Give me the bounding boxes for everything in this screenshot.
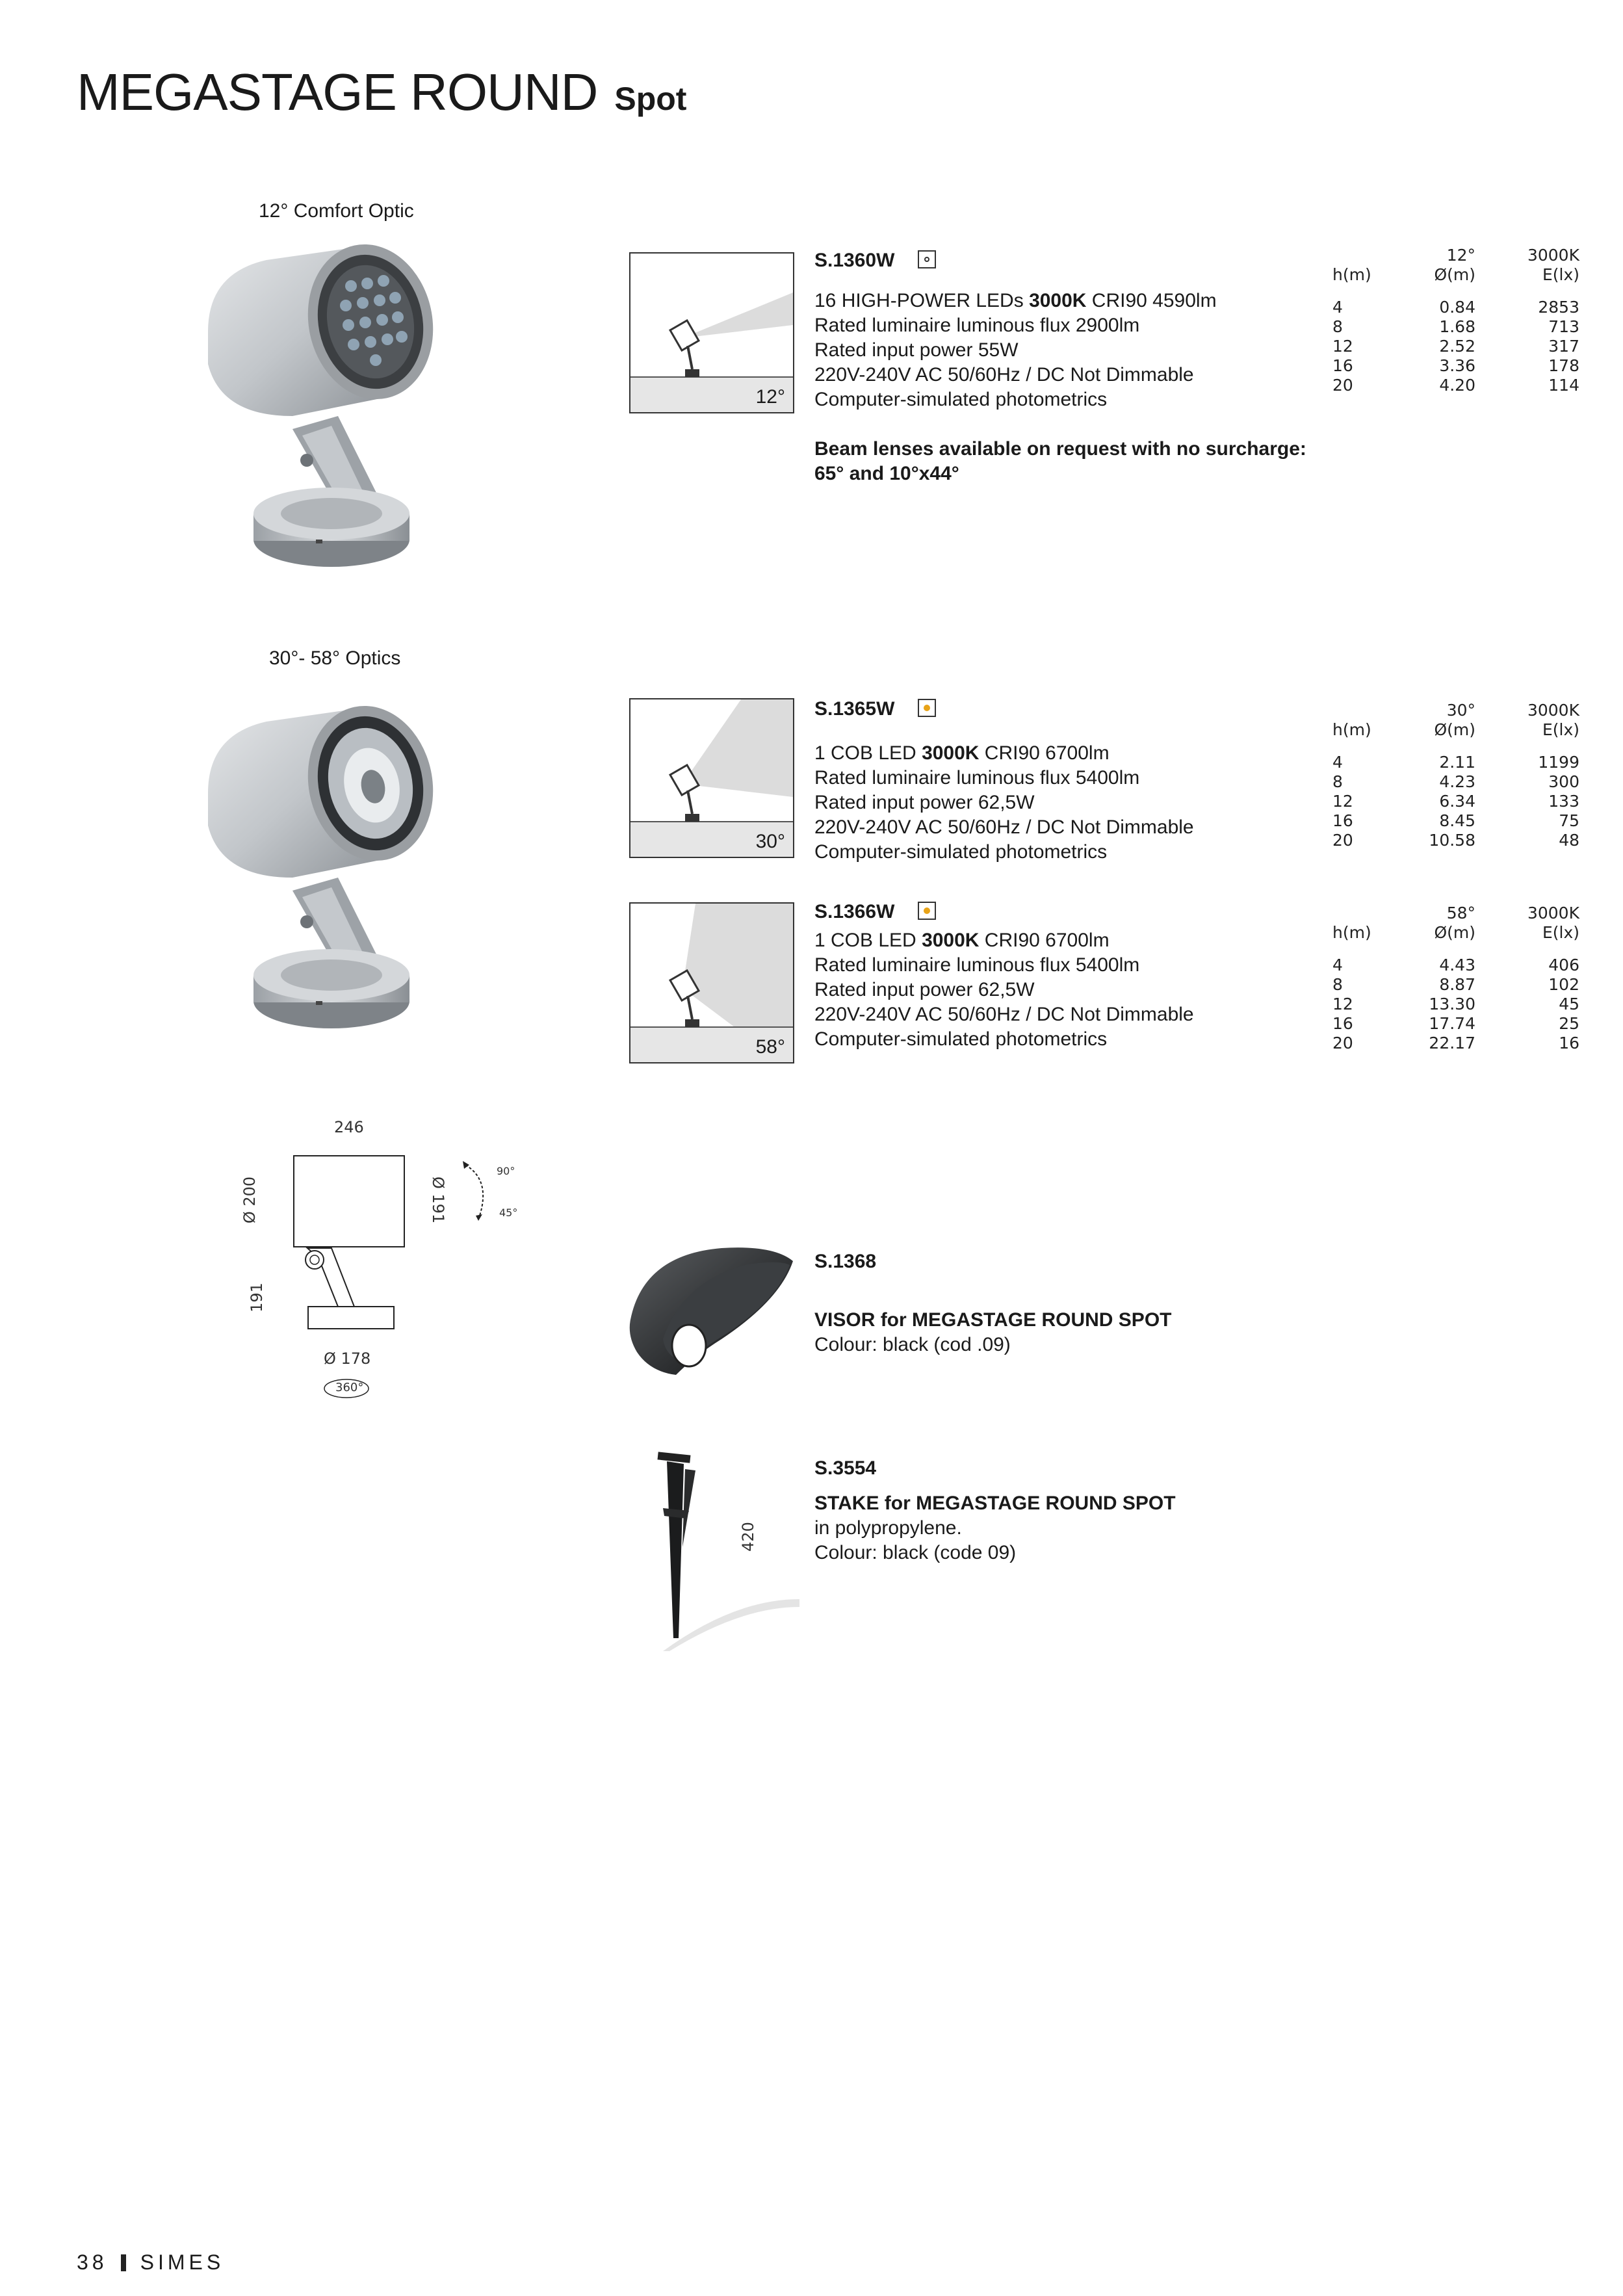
footer-separator [121, 2254, 126, 2271]
table-row: 4 4.43 406 [1332, 956, 1579, 974]
stake-image [643, 1443, 806, 1651]
page-title [77, 62, 686, 122]
comfort-optic-caption: 12° Comfort Optic [259, 200, 414, 222]
luminaire-12-image [195, 234, 455, 611]
photometric-table-s1365w: 30° 3000K h(m) Ø(m) E(lx) 4 2.11 1199 8 4.23 300 12 6.34 133 16 8.45 75 20 10.58 48 [1332, 701, 1579, 850]
product-code-s1366w: S.1366W [814, 901, 936, 923]
beam-lens-note: Beam lenses available on request with no surcharge: 65° and 10°x44° [814, 438, 1306, 484]
stake-length: 420 [738, 1522, 757, 1552]
stake-code: S.3554 [814, 1457, 877, 1479]
table-row: 8 8.87 102 [1332, 975, 1579, 994]
beam-angle-label: 30° [755, 831, 785, 852]
product-code-s1360w: S.1360W [814, 250, 936, 272]
brand-name: SIMES [140, 2250, 225, 2274]
dim-height: 191 [247, 1283, 266, 1312]
optics-caption: 30°- 58° Optics [269, 647, 401, 669]
beam-angle-label: 12° [755, 386, 785, 408]
photometric-diagram-12 [629, 252, 794, 413]
page-title-main: MEGASTAGE ROUND [77, 63, 598, 121]
product-specs-s1365w: 1 COB LED 3000K CRI90 6700lm Rated luminaire luminous flux 5400lm Rated input power 62,5W 220V-240V AC 50/60Hz / DC Not Dimmable Computer-simulated photometrics [814, 742, 1194, 863]
dim-body-diameter: Ø 200 [240, 1176, 259, 1224]
product-specs-s1366w: 1 COB LED 3000K CRI90 6700lm Rated luminaire luminous flux 5400lm Rated input power 62,5W 220V-240V AC 50/60Hz / DC Not Dimmable Computer-simulated photometrics [814, 930, 1194, 1050]
table-row: 16 17.74 25 [1332, 1014, 1579, 1033]
visor-image [624, 1242, 799, 1378]
dim-tilt-bottom: 45° [499, 1207, 518, 1219]
visor-code: S.1368 [814, 1251, 877, 1272]
product-code-s1365w: S.1365W [814, 698, 936, 720]
dim-tilt-top: 90° [497, 1165, 515, 1177]
table-row: 8 1.68 713 [1332, 317, 1579, 336]
page-subtitle: Spot [614, 81, 687, 117]
dim-width: 246 [334, 1118, 364, 1136]
photometric-diagram-58 [629, 902, 794, 1063]
led-multi-icon [918, 250, 936, 268]
page-number: 38 [77, 2250, 108, 2274]
stake-description: STAKE for MEGASTAGE ROUND SPOT in polypropylene. Colour: black (code 09) [814, 1493, 1176, 1563]
table-row: 8 4.23 300 [1332, 772, 1579, 791]
photometric-table-s1360w: 12° 3000K h(m) Ø(m) E(lx) 4 0.84 2853 8 1.68 713 12 2.52 317 16 3.36 178 20 4.20 114 [1332, 246, 1579, 395]
photometric-table-s1366w: 58° 3000K h(m) Ø(m) E(lx) 4 4.43 406 8 8.87 102 12 13.30 45 16 17.74 25 20 22.17 16 [1332, 904, 1579, 1052]
beam-angle-label: 58° [755, 1036, 785, 1058]
led-cob-icon [918, 902, 936, 920]
table-row: 12 6.34 133 [1332, 792, 1579, 811]
table-row: 4 2.11 1199 [1332, 753, 1579, 772]
table-row: 12 13.30 45 [1332, 995, 1579, 1013]
dim-base-diameter: Ø 178 [324, 1350, 371, 1368]
luminaire-30-58-image [195, 689, 455, 1066]
page-footer [77, 2250, 224, 2275]
table-row: 20 4.20 114 [1332, 376, 1579, 395]
dim-front-diameter: Ø 191 [429, 1176, 448, 1224]
table-row: 16 3.36 178 [1332, 356, 1579, 375]
dim-rotation: 360° [335, 1381, 364, 1394]
led-cob-icon [918, 699, 936, 717]
visor-description: VISOR for MEGASTAGE ROUND SPOT Colour: black (cod .09) [814, 1309, 1172, 1355]
table-row: 16 8.45 75 [1332, 811, 1579, 830]
product-specs-s1360w: 16 HIGH-POWER LEDs 3000K CRI90 4590lm Rated luminaire luminous flux 2900lm Rated input power 55W 220V-240V AC 50/60Hz / DC Not Dimmable Computer-simulated photometrics [814, 290, 1217, 410]
table-row: 20 22.17 16 [1332, 1034, 1579, 1052]
table-row: 20 10.58 48 [1332, 831, 1579, 850]
table-row: 4 0.84 2853 [1332, 298, 1579, 317]
table-row: 12 2.52 317 [1332, 337, 1579, 356]
photometric-diagram-30 [629, 698, 794, 858]
dimension-drawing [240, 1118, 526, 1404]
